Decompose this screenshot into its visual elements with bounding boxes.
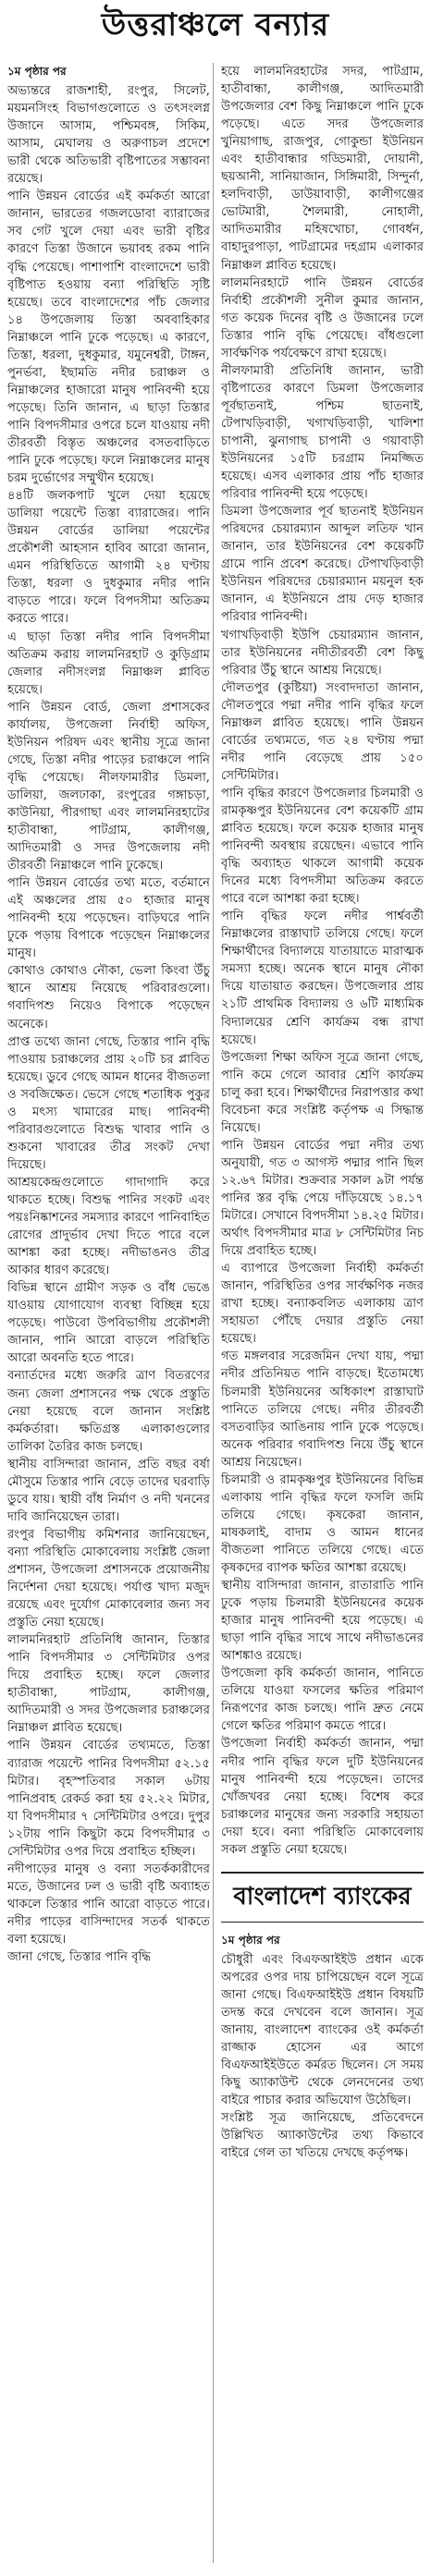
paragraph: বিভিন্ন স্থানে গ্রামীণ সড়ক ও বাঁধ ভেঙে যাওয়ায় যোগাযোগ ব্যবস্থা বিচ্ছিন্ন হয়ে পড়েছে। পাউবো উপবিভাগীয় প্রকৌশলী জানান, পানি আরো বাড়লে পরিস্থিতি আরো অবনতি হতে পারে। (7, 1281, 210, 1366)
paragraph: খগাখড়িবাড়ী ইউপি চেয়ারম্যান জানান, তার ইউনিয়নের নদীতীরবর্তী বেশ কিছু পরিবার উঁচু স্থানে আশ্রয় নিয়েছে। (221, 628, 424, 678)
paragraph: এ ব্যাপারে উপজেলা নির্বাহী কর্মকর্তা জানান, পরিস্থিতির ওপর সার্বক্ষণিক নজর রাখা হচ্ছে। বন্যাকবলিত এলাকায় ত্রাণ সহায়তা পৌঁছে দেয়ার প্রস্তুতি নেয়া হয়েছে। (221, 1262, 424, 1347)
paragraph: অভ্যন্তরে রাজশাহী, রংপুর, সিলেট, ময়মনসিংহ বিভাগগুলোতে ও তৎসংলগ্ন উজানে আসাম, পশ্চিমবঙ্গ, সিকিম, আসাম, মেঘালয় ও অরুণাচল প্রদেশে ভারী থেকে অতিভারী বৃষ্টিপাতের সম্ভাবনা রয়েছে। (7, 84, 210, 187)
paragraph: পানি উন্নয়ন বোর্ডের তথ্যমতে, তিস্তা ব্যারাজ পয়েন্টে পানির বিপদসীমা ৫২.১৫ মিটার। বৃহস্পতিবার সকাল ৬টায় পানিপ্রবাহ রেকর্ড করা হয় ৫২.২২ মিটার, যা বিপদসীমার ৭ সেন্টিমিটার ওপরে। দুপুর ১২টায় পানি কিছুটা কমে বিপদসীমার ৩ সেন্টিমিটার ওপর দিয়ে প্রবাহিত হচ্ছিল। (7, 1739, 210, 1859)
paragraph: বন্যার্তদের মধ্যে জরুরি ত্রাণ বিতরণের জন্য জেলা প্রশাসনের পক্ষ থেকে প্রস্তুতি নেয়া হয়েছে বলে জানান সংশ্লিষ্ট কর্মকর্তারা। ক্ষতিগ্রস্ত এলাকাগুলোর তালিকা তৈরির কাজ চলছে। (7, 1369, 210, 1454)
paragraph: উপজেলা কৃষি কর্মকর্তা জানান, পানিতে তলিয়ে যাওয়া ফসলের ক্ষতির পরিমাণ নিরূপণের কাজ চলছে। পানি দ্রুত নেমে গেলে ক্ষতির পরিমাণ কমতে পারে। (221, 1666, 424, 1734)
paragraph: পানি উন্নয়ন বোর্ডের পদ্মা নদীর তথ্য অনুযায়ী, গত ৩ আগস্ট পদ্মার পানি ছিল ১২.৬৭ মিটার। শুক্রবার সকাল ৯টা পর্যন্ত পানির স্তর বৃদ্ধি পেয়ে দাঁড়িয়েছে ১৪.১৭ মিটারে। সেখানে বিপদসীমা ১৪.২৫ মিটার। অর্থাৎ বিপদসীমার মাত্র ৮ সেন্টিমিটার নিচ দিয়ে প্রবাহিত হচ্ছে। (221, 1138, 424, 1259)
paragraph: পানি বৃদ্ধির ফলে নদীর পার্শ্ববর্তী নিম্নাঞ্চলের রাস্তাঘাট তলিয়ে গেছে। ফলে শিক্ষার্থীদের বিদ্যালয়ে যাতায়াতে মারাত্মক সমস্যা হচ্ছে। অনেক স্থানে মানুষ নৌকা দিয়ে যাতায়াত করছেন। উপজেলার প্রায় ২১টি প্রাথমিক বিদ্যালয় ও ৬টি মাধ্যমিক বিদ্যালয়ের শ্রেণি কার্যক্রম বন্ধ রাখা হয়েছে। (221, 910, 424, 1047)
column-divider (213, 63, 214, 2563)
paragraph: উপজেলা শিক্ষা অফিস সূত্রে জানা গেছে, পানি কমে গেলে আবার শ্রেণি কার্যক্রম চালু করা হবে। শিক্ষার্থীদের নিরাপত্তার কথা বিবেচনা করে সংশ্লিষ্ট কর্তৃপক্ষ এ সিদ্ধান্ত নিয়েছে। (221, 1050, 424, 1135)
paragraph: পানি উন্নয়ন বোর্ডের তথ্য মতে, বর্তমানে এই অঞ্চলের প্রায় ৫০ হাজার মানুষ পানিবন্দী হয়ে পড়েছেন। বাড়িঘরে পানি ঢুকে পড়ায় বিপাকে পড়েছেন নিম্নাঞ্চলের মানুষ। (7, 876, 210, 961)
paragraph: পানি বৃদ্ধির কারণে উপজেলার চিলমারী ও রামকৃষ্ণপুর ইউনিয়নের বেশ কয়েকটি গ্রাম প্লাবিত হয়েছে। ফলে কয়েক হাজার মানুষ পানিবন্দী অবস্থায় রয়েছেন। এভাবে পানি বৃদ্ধি অব্যাহত থাকলে আগামী কয়েক দিনের মধ্যে বিপদসীমা অতিক্রম করতে পারে বলে আশঙ্কা করা হচ্ছে। (221, 786, 424, 907)
article-headline: উত্তরাঞ্চলে বন্যার (101, 6, 330, 43)
paragraph: প্রাপ্ত তথ্যে জানা গেছে, তিস্তার পানি বৃদ্ধি পাওয়ায় চরাঞ্চলের প্রায় ২০টি চর প্লাবিত হয়েছে। ডুবে গেছে আমন ধানের বীজতলা ও সবজিক্ষেত। ভেসে গেছে শতাধিক পুকুর ও মৎস্য খামারের মাছ। পানিবন্দী পরিবারগুলোতে বিশুদ্ধ খাবার পানি ও শুকনো খাবারের তীব্র সংকট দেখা দিয়েছে। (7, 1034, 210, 1172)
paragraph: স্থানীয় বাসিন্দারা জানান, রাতারাতি পানি ঢুকে পড়ায় চিলমারী ইউনিয়নের কয়েক হাজার মানুষ পানিবন্দী হয়ে পড়েছে। এ ছাড়া পানি বৃদ্ধির সাথে সাথে নদীভাঙনের আশঙ্কাও রয়েছে। (221, 1579, 424, 1664)
paragraph: ৪৪টি জলকপাট খুলে দেয়া হয়েছে ডালিয়া পয়েন্টে তিস্তা ব্যারাজের। পানি উন্নয়ন বোর্ডের ডালিয়া পয়েন্টের প্রকৌশলী আহসান হাবিব আরো জানান, এমন পরিস্থিতিতে আগামী ২৪ ঘণ্টায় তিস্তা, ধরলা ও দুধকুমার নদীর পানি বাড়তে পারে। ফলে বিপদসীমা অতিক্রম করতে পারে। (7, 489, 210, 627)
paragraph: হয়ে লালমনিরহাটের সদর, পাটগ্রাম, হাতীবান্ধা, কালীগঞ্জ, আদিতমারী উপজেলার বেশ কিছু নিম্নাঞ্চলে পানি ঢুকে পড়েছে। এতে সদর উপজেলার খুনিয়াগাছ, রাজপুর, গোকুন্ডা ইউনিয়ন এবং হাতীবান্ধার গড্ডিমারী, দোয়ানী, ছয়আনী, সানিয়াজান, সিঙ্গিমারী, সিন্দুর্না, হলদিবাড়ী, ডাউয়াবাড়ী, কালীগঞ্জের ভোটমারী, শৈলমারী, নোহালী, আদিতমারীর মহিষখোচা, গোবর্ধন, বাহাদুরপাড়া, পাটগ্রামের দহগ্রাম এলাকার নিম্নাঞ্চল প্লাবিত হয়েছে। (221, 65, 424, 273)
paragraph: নীলফামারী প্রতিনিধি জানান, ভারী বৃষ্টিপাতের কারণে ডিমলা উপজেলার পূর্বছাতনাই, পশ্চিম ছাতনাই, টেপাখড়িবাড়ী, খগাখড়িবাড়ী, খালিশা চাপানী, ঝুনাগাছ চাপানী ও গয়াবাড়ী ইউনিয়নের ১৫টি চরগ্রাম নিমজ্জিত হয়েছে। এসব এলাকার প্রায় পাঁচ হাজার পরিবার পানিবন্দী হয়ে পড়েছে। (221, 363, 424, 502)
paragraph: পানি উন্নয়ন বোর্ড, জেলা প্রশাসকের কার্যালয়, উপজেলা নির্বাহী অফিস, ইউনিয়ন পরিষদ এবং স্থানীয় সূত্রে জানা গেছে, তিস্তা নদীর পাড়ের চরাঞ্চলে পানি বৃদ্ধি পেয়েছে। নীলফামারীর ডিমলা, ডালিয়া, জলঢাকা, রংপুরের গঙ্গাচড়া, কাউনিয়া, পীরগাছা এবং লালমনিরহাটের হাতীবান্ধা, পাটগ্রাম, কালীগঞ্জ, আদিতমারী ও সদর উপজেলায় নদী তীরবর্তী নিম্নাঞ্চলে পানি ঢুকেছে। (7, 700, 210, 873)
left-column (7, 63, 210, 2563)
paragraph: লালমনিরহাটে পানি উন্নয়ন বোর্ডের নির্বাহী প্রকৌশলী সুনীল কুমার জানান, গত কয়েক দিনের বৃষ্টি ও উজানের ঢলে তিস্তার পানি বৃদ্ধি পেয়েছে। বাঁধগুলো সার্বক্ষণিক পর্যবেক্ষণে রাখা হয়েছে। (221, 275, 424, 360)
paragraph: গত মঙ্গলবার সরেজমিন দেখা যায়, পদ্মা নদীর প্রতিনিয়ত পানি বাড়ছে। ইতোমধ্যে চিলমারী ইউনিয়নের অধিকাংশ রাস্তাঘাট পানিতে তলিয়ে গেছে। নদীর তীরবর্তী বসতবাড়ির আঙিনায় পানি ঢুকে পড়েছে। অনেক পরিবার গবাদিপশু নিয়ে উঁচু স্থানে আশ্রয় নিয়েছেন। (221, 1349, 424, 1470)
second-article-headline: বাংলাদেশ ব্যাংকের (233, 1882, 412, 1911)
continued-from-label: ১ম পৃষ্ঠার পর (7, 65, 67, 78)
second-continued-from-label: ১ম পৃষ্ঠার পর (221, 1933, 280, 1947)
paragraph: লালমনিরহাট প্রতিনিধি জানান, তিস্তার পানি বিপদসীমার ৩ সেন্টিমিটার ওপর দিয়ে প্রবাহিত হচ্ছে। ফলে জেলার হাতীবান্ধা, পাটগ্রাম, কালীগঞ্জ, আদিতমারী ও সদর উপজেলার চরাঞ্চলের নিম্নাঞ্চল প্লাবিত হয়েছে। (7, 1633, 210, 1736)
paragraph: নদীপাড়ের মানুষ ও বন্যা সতর্ককারীদের মতে, উজানের ঢল ও ভারী বৃষ্টি অব্যাহত থাকলে তিস্তার পানি আরো বাড়তে পারে। নদীর পাড়ের বাসিন্দাদের সতর্ক থাকতে বলা হয়েছে। (7, 1862, 210, 1947)
paragraph: চিলমারী ও রামকৃষ্ণপুর ইউনিয়নের বিভিন্ন এলাকায় পানি বৃদ্ধির ফলে ফসলি জমি তলিয়ে গেছে। কৃষকেরা জানান, মাষকলাই, বাদাম ও আমন ধানের বীজতলা পানিতে তলিয়ে গেছে। এতে কৃষকদের ব্যাপক ক্ষতির আশঙ্কা রয়েছে। (221, 1472, 424, 1575)
paragraph: সংশ্লিষ্ট সূত্র জানিয়েছে, প্রতিবেদনে উল্লিখিত অ্যাকাউন্টের তথ্য কিভাবে বাইরে গেল তা খতিয়ে দেখছে কর্তৃপক্ষ। (221, 2111, 424, 2161)
paragraph: স্থানীয় বাসিন্দারা জানান, প্রতি বছর বর্ষা মৌসুমে তিস্তার পানি বেড়ে তাদের ঘরবাড়ি ডুবে যায়। স্থায়ী বাঁধ নির্মাণ ও নদী খননের দাবি জানিয়েছেন তারা। (7, 1457, 210, 1524)
paragraph: চৌধুরী এবং বিএফআইইউ প্রধান একে অপরের ওপর দায় চাপিয়েছেন বলে সূত্রে জানা গেছে। বিএফআইইউ প্রধান বিষয়টি তদন্ত করে দেখবেন বলে জানান। সূত্র জানায়, বাংলাদেশ ব্যাংকের ওই কর্মকর্তা রাজ্জাক হোসেন এর আগে বিএফআইইউতে কর্মরত ছিলেন। সে সময় কিছু অ্যাকাউন্ট থেকে লেনদেনের তথ্য বাইরে পাচার করার অভিযোগ উঠেছিল। (221, 1952, 424, 2108)
paragraph: কোথাও কোথাও নৌকা, ভেলা কিংবা উঁচু স্থানে আশ্রয় নিয়েছে পরিবারগুলো। গবাদিপশু নিয়েও বিপাকে পড়েছেন অনেকে। (7, 964, 210, 1032)
paragraph: পানি উন্নয়ন বোর্ডের এই কর্মকর্তা আরো জানান, ভারতের গজলডোবা ব্যারাজের সব গেট খুলে দেয়া এবং ভারী বৃষ্টির কারণে তিস্তা উজানে ভয়াবহ রকম পানি বৃদ্ধি পেয়েছে। পাশাপাশি বাংলাদেশে ভারী বৃষ্টিপাত হওয়ায় বন্যা পরিস্থিতি সৃষ্টি হয়েছে। তবে বাংলাদেশের পাঁচ জেলার ১৪ উপজেলায় তিস্তা অববাহিকার নিম্নাঞ্চলে পানি ঢুকে পড়েছে। এ কারণে, তিস্তা, ধরলা, দুধকুমার, যমুনেশ্বরী, টাঙ্গন, পুনর্ভবা, ইছামতি নদীর চরাঞ্চল ও নিম্নাঞ্চলের হাজারো মানুষ পানিবন্দী হয়ে পড়েছে। তিনি জানান, এ ছাড়া তিস্তার পানি বিপদসীমার ওপরে চলে যাওয়ায় নদী তীরবর্তী বিস্তৃত অঞ্চলের বসতবাড়িতে পানি ঢুকে পড়েছে। ফলে নিম্নাঞ্চলের মানুষ চরম দুর্ভোগের সম্মুখীন হয়েছে। (7, 189, 210, 486)
paragraph: আশ্রয়কেন্দ্রগুলোতে গাদাগাদি করে থাকতে হচ্ছে। বিশুদ্ধ পানির সংকট এবং পয়ঃনিষ্কাশনের সমস্যার কারণে পানিবাহিত রোগের প্রাদুর্ভাব দেখা দিতে পারে বলে আশঙ্কা করা হচ্ছে। নদীভাঙনও তীব্র আকার ধারণ করেছে। (7, 1175, 210, 1278)
paragraph: রংপুর বিভাগীয় কমিশনার জানিয়েছেন, বন্যা পরিস্থিতি মোকাবেলায় সংশ্লিষ্ট জেলা প্রশাসন, উপজেলা প্রশাসনকে প্রয়োজনীয় নির্দেশনা দেয়া হয়েছে। পর্যাপ্ত খাদ্য মজুদ রয়েছে এবং দুর্যোগ মোকাবেলার জন্য সব প্রস্তুতি নেয়া হয়েছে। (7, 1527, 210, 1630)
paragraph: জানা গেছে, তিস্তার পানি বৃদ্ধি (7, 1950, 151, 1965)
article-separator (221, 1872, 424, 1874)
headline-rule (221, 1922, 424, 1923)
paragraph: দৌলতপুর (কুষ্টিয়া) সংবাদদাতা জানান, দৌলতপুরে পদ্মা নদীর পানি বৃদ্ধির ফলে নিম্নাঞ্চল প্লাবিত হয়েছে। পানি উন্নয়ন বোর্ডের তথ্যমতে, গত ২৪ ঘণ্টায় পদ্মা নদীর পানি বেড়েছে প্রায় ১৫০ সেন্টিমিটার। (221, 680, 424, 783)
paragraph: উপজেলা নির্বাহী কর্মকর্তা জানান, পদ্মা নদীর পানি বৃদ্ধির ফলে দুটি ইউনিয়নের মানুষ পানিবন্দী হয়ে পড়েছেন। তাদের খোঁজখবর নেয়া হচ্ছে। বিশেষ করে চরাঞ্চলের মানুষের জন্য সরকারি সহায়তা দেয়া হবে। বন্যা পরিস্থিতি মোকাবেলায় সকল প্রস্তুতি নেয়া হয়েছে। (221, 1737, 424, 1857)
right-column (221, 63, 424, 2563)
paragraph: ডিমলা উপজেলার পূর্ব ছাতনাই ইউনিয়ন পরিষদের চেয়ারম্যান আব্দুল লতিফ খান জানান, তার ইউনিয়নের বেশ কয়েকটি গ্রামে পানি প্রবেশ করেছে। টেপাখড়িবাড়ী ইউনিয়ন পরিষদের চেয়ারম্যান ময়নুল হক জানান, এ ইউনিয়নে প্রায় দেড় হাজার পরিবার পানিবন্দী। (221, 505, 424, 625)
paragraph: এ ছাড়া তিস্তা নদীর পানি বিপদসীমা অতিক্রম করায় লালমনিরহাট ও কুড়িগ্রাম জেলার নদীসংলগ্ন নিম্নাঞ্চল প্লাবিত হয়েছে। (7, 629, 210, 697)
